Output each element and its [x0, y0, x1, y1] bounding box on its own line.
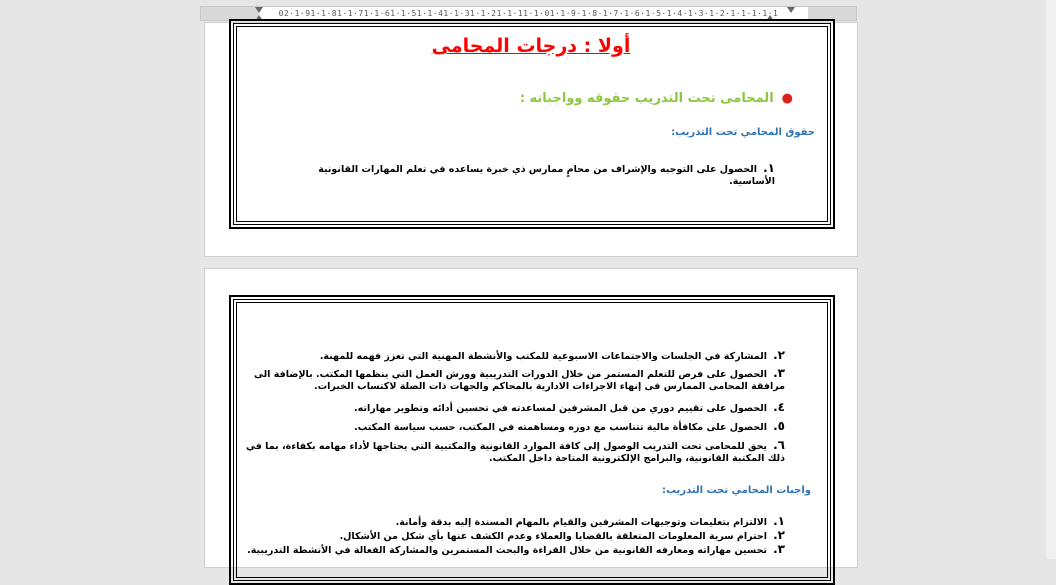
list-item: ٥.الحصول على مكافأة مالية تتناسب مع دوره ومساهمته في المكتب، حسب سياسة المكتب. [354, 419, 785, 433]
document-page-2 [204, 268, 858, 568]
first-line-indent-marker[interactable] [787, 7, 795, 13]
bullet-heading [520, 91, 793, 106]
list-item: ٣.الحصول على فرص للتعلم المستمر من خلال الدورات التدريبية وورش العمل التي ينظمها المكتب. بالإضافة الى مرافقة المحامى الممارس فى إنهاء الاجراءات الادارية بالمحاكم والجهات ذات الصلة لاكتساب الخبرات. [254, 366, 785, 392]
page-title: أولا : درجات المحامى [431, 35, 631, 57]
list-item: ١.الالتزام بتعليمات وتوجيهات المشرفين والقيام بالمهام المسندة إليه بدقة وأمانة. [395, 514, 785, 528]
ruler-ticks: 02·1·91·1·81·1·71·1·61·1·51·1·41·1·31·1·21·1·11·1·01·1·9·1·8·1·7·1·6·1·5·1·4·1·3·1·2·1·1·1·1·1 [278, 9, 779, 18]
list-item: ٢.احترام سرية المعلومات المتعلقة بالقضايا والعملاء وعدم الكشف عنها بأي شكل من الأشكال. [339, 528, 785, 542]
bullet-dot-icon: ● [781, 91, 793, 106]
bullet-heading-text: المحامى تحت التدريب حقوقه وواجباته : [519, 91, 774, 106]
left-indent-marker[interactable] [255, 7, 263, 13]
vertical-scrollbar[interactable] [1046, 0, 1056, 559]
list-item: ٦.يحق للمحامى تحت التدريب الوصول إلى كافة الموارد القانونية والمكتبية التي يحتاجها لأداء مهامه بكفاءة، بما في ذلك المكتبة القانونية، والبرامج الإلكترونية المتاحة داخل المكتب. [246, 438, 785, 464]
rights-heading: حقوق المحامي تحت التدريب: [671, 127, 815, 138]
document-page-1 [204, 22, 858, 257]
list-item: ٢.المشاركة في الجلسات والاجتماعات الاسبوعية للمكتب والأنشطة المهنية التي تعزز فهمه للمهنة. [319, 348, 785, 362]
duties-heading: واجبات المحامي تحت التدريب: [661, 485, 811, 496]
list-item: ٤.الحصول على تقييم دوري من قبل المشرفين لمساعدته في تحسين أدائه وتطوير مهاراته. [354, 400, 785, 414]
list-item: ٣.تحسين مهاراته ومعارفه القانونية من خلال القراءة والبحث المستمرين والمشاركة الفعالة في الأنشطة التدريبية. [247, 542, 785, 556]
list-item: ١.الحصول على التوجيه والإشراف من محامٍ ممارس ذي خبرة يساعده في تعلم المهارات القانونية الأساسية. [318, 161, 775, 187]
